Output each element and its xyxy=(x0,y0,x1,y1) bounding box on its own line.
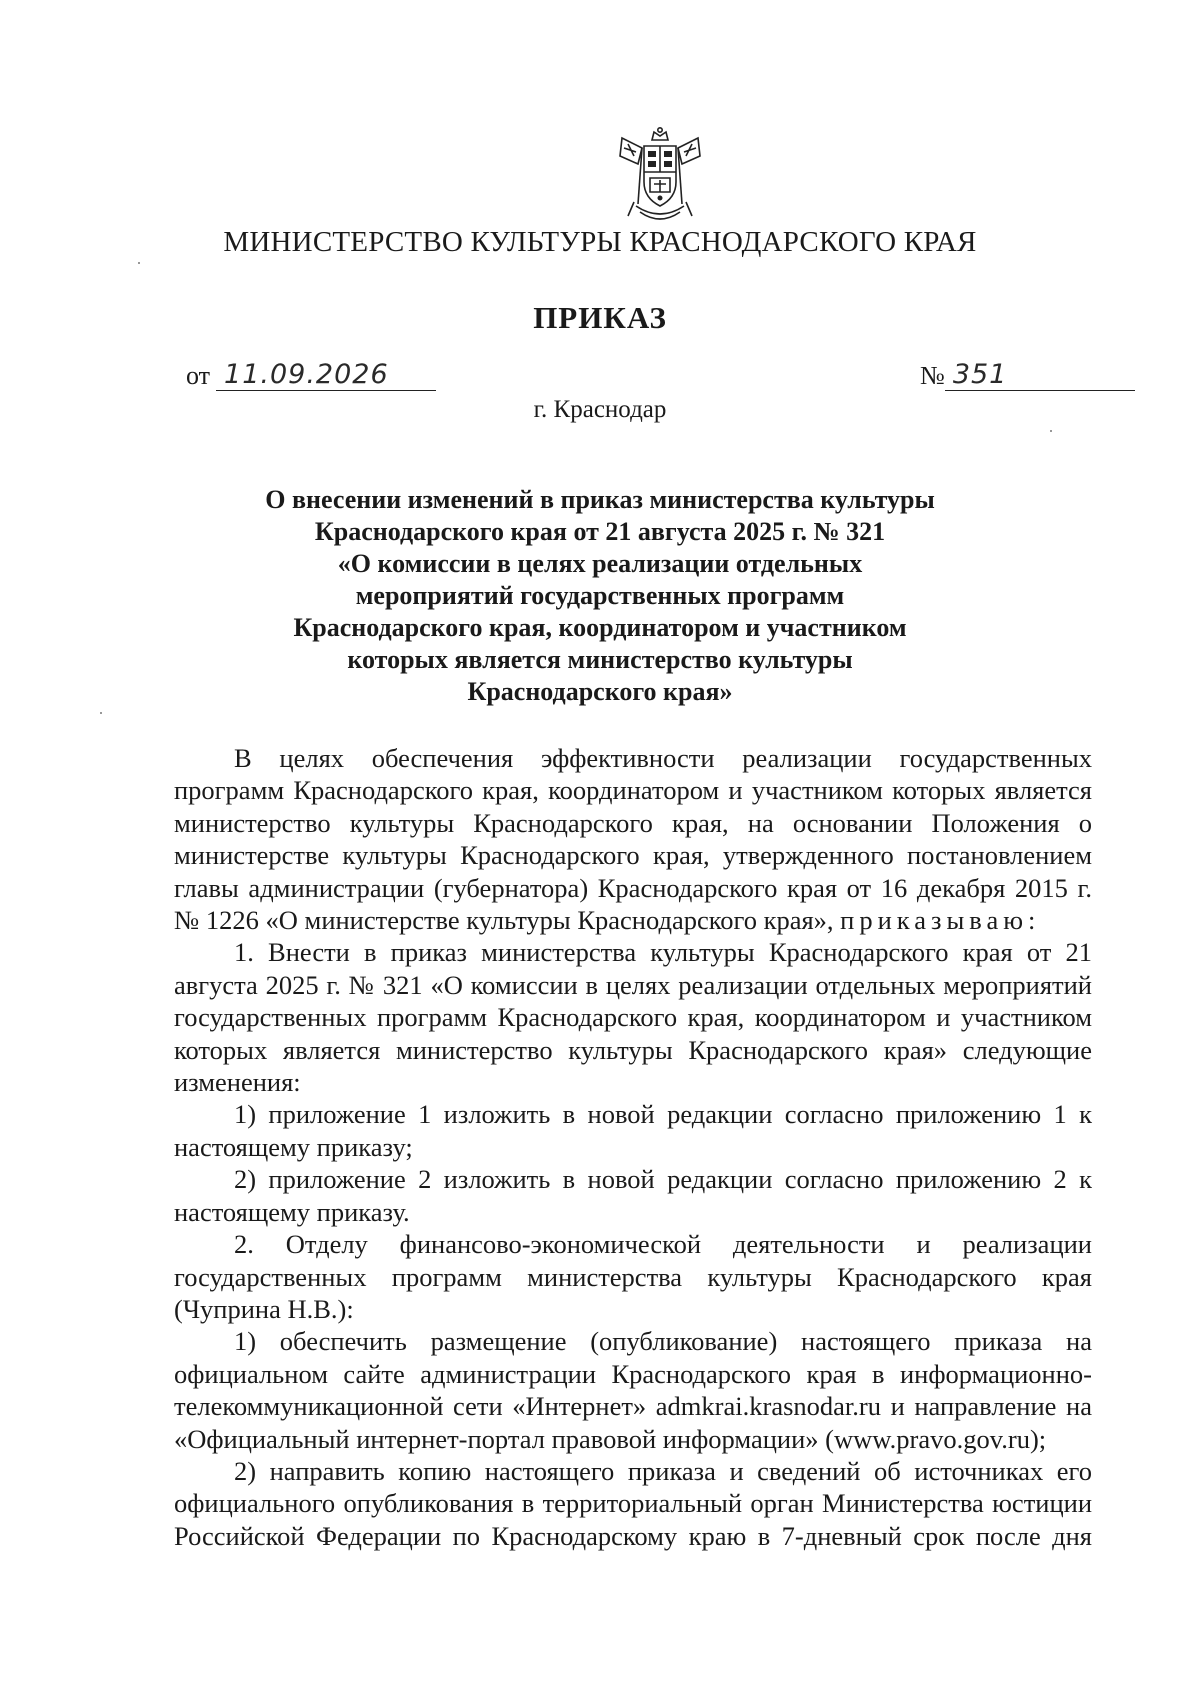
item-1-subitem-2: 2) приложение 2 изложить в новой редакции согласно приложению 2 к настоящему приказу. xyxy=(174,1164,1092,1227)
preamble-text: В целях обеспечения эффективности реализации государственных программ Краснодарского края, координатором и участником которых является министерство культуры Краснодарского края, на основании Положения о министерстве культуры Краснодарского края, утвержденного постановлением главы администрации (губернатора) Краснодарского края от 16 декабря 2015 г. № 1226 «О министерстве культуры Краснодарского края», xyxy=(174,743,1092,936)
title-line: О внесении изменений в приказ министерства культуры xyxy=(265,485,935,514)
order-date-row xyxy=(186,360,436,391)
scan-speck xyxy=(1050,430,1052,432)
order-number: 351 xyxy=(945,360,1135,391)
title-line: «О комиссии в целях реализации отдельных xyxy=(337,549,863,578)
city: г. Краснодар xyxy=(533,396,667,423)
document-type: ПРИКАЗ xyxy=(533,300,667,335)
coat-of-arms-icon xyxy=(614,126,706,230)
date-prefix: от xyxy=(186,361,211,390)
order-number-row xyxy=(920,360,1135,391)
scan-speck xyxy=(138,262,140,264)
item-2-subitem-1: 1) обеспечить размещение (опубликование) настоящего приказа на официальном сайте администрации Краснодарского края в информационно-телекоммуникационной сети «Интернет» admkrai.krasnodar.ru и направление на «Официальный интернет-портал правовой информации» (www.pravo.gov.ru); xyxy=(174,1326,1092,1454)
scan-speck xyxy=(100,712,102,714)
item-1-subitem-1: 1) приложение 1 изложить в новой редакции согласно приложению 1 к настоящему приказу; xyxy=(174,1099,1092,1162)
title-line: мероприятий государственных программ xyxy=(355,581,845,610)
preamble-paragraph xyxy=(174,742,1092,936)
order-title xyxy=(200,484,1000,708)
ministry-name: МИНИСТЕРСТВО КУЛЬТУРЫ КРАСНОДАРСКОГО КРАЯ xyxy=(223,226,977,258)
item-2-subitem-2: 2) направить копию настоящего приказа и сведений об источниках его официального опубликования в территориальный орган Министерства юстиции Российской Федерации по Краснодарскому краю в 7-дневный срок после дня xyxy=(174,1455,1092,1551)
order-body xyxy=(174,742,1092,1552)
title-line: Краснодарского края от 21 августа 2025 г. № 321 xyxy=(314,517,886,546)
item-2: 2. Отделу финансово-экономической деятельности и реализации государственных программ министерства культуры Краснодарского края (Чуприна Н.В.): xyxy=(174,1229,1092,1324)
order-word: приказываю: xyxy=(840,905,1041,936)
title-line: которых является министерство культуры xyxy=(347,645,853,674)
title-line: Краснодарского края» xyxy=(467,677,733,706)
item-1: 1. Внести в приказ министерства культуры Краснодарского края от 21 августа 2025 г. № 321 «О комиссии в целях реализации отдельных мероприятий государственных программ Краснодарского края, координатором и участником которых является министерство культуры Краснодарского края» следующие изменения: xyxy=(174,937,1092,1098)
order-date: 11.09.2026 xyxy=(216,360,436,391)
title-line: Краснодарского края, координатором и участником xyxy=(293,613,907,642)
number-prefix: № xyxy=(920,361,945,390)
